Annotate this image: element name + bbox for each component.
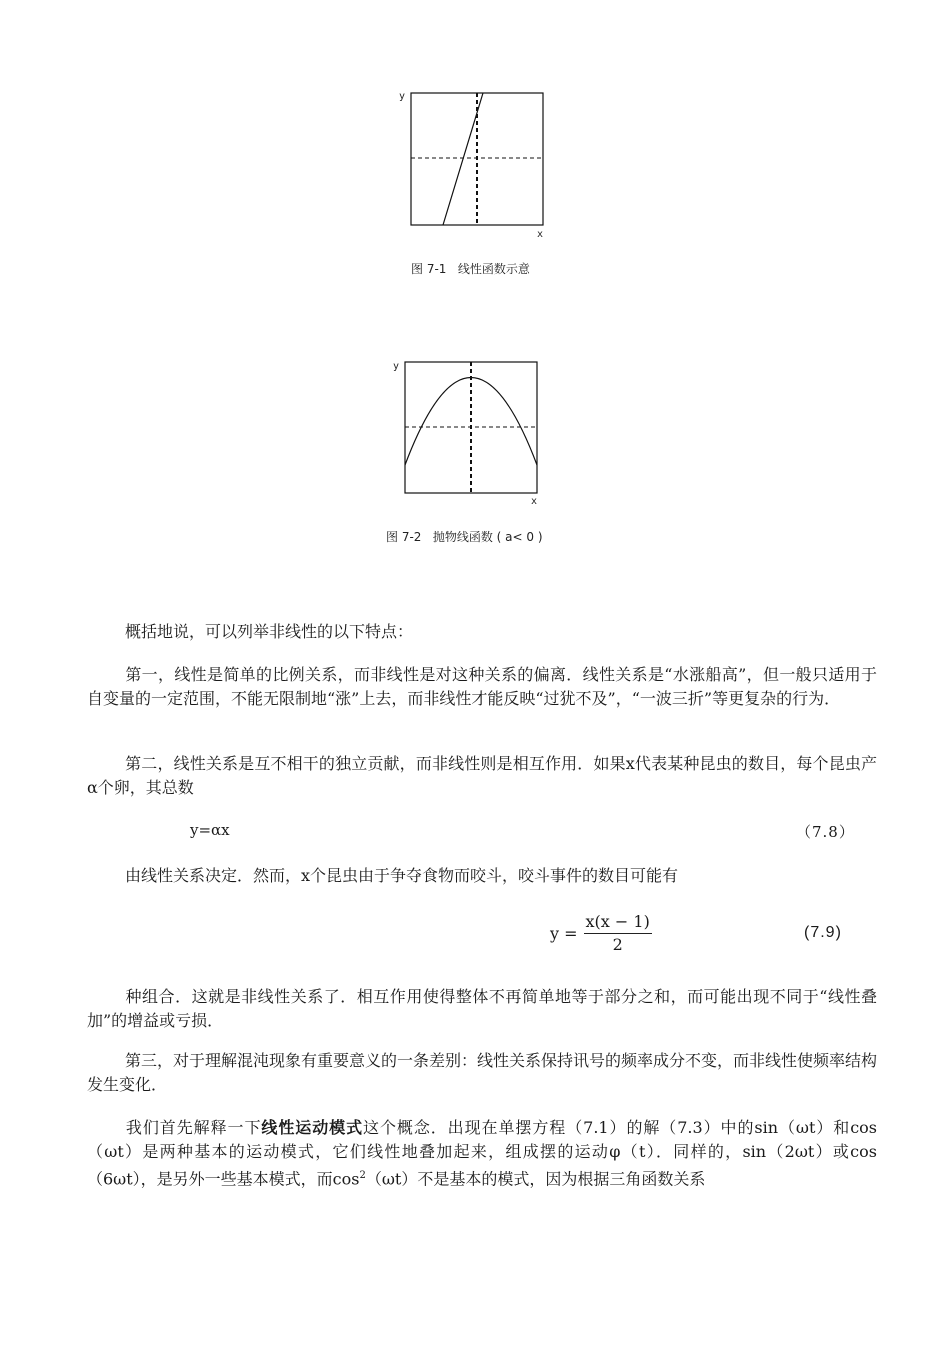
figure-caption: 图 7-1 线性函数示意	[411, 262, 530, 276]
bold-term: 线性运动模式	[261, 1118, 364, 1137]
superscript: 2	[359, 1170, 366, 1181]
paragraph-text: 第一，线性是简单的比例关系，而非线性是对这种关系的偏离．线性关系是“水涨船高”，但一般只适用于自变量的一定范围，不能无限制地“涨”上去，而非线性才能反映“过犹不及”，“一波三折”等更复杂的行为．	[87, 665, 877, 708]
paragraph-text: 由线性关系决定．然而，x个昆虫由于争夺食物而咬斗，咬斗事件的数目可能有	[125, 866, 679, 885]
paragraph-text: 概括地说，可以列举非线性的以下特点：	[125, 622, 414, 641]
equation-number-7-8: （7.8）	[796, 823, 855, 841]
equation-7-9	[550, 912, 652, 955]
paragraph-first-feature	[87, 663, 877, 711]
paragraph-text: 第二，线性关系是互不相干的独立贡献，而非线性则是相互作用．如果x代表某种昆虫的数目，每个昆虫产α个卵，其总数	[87, 754, 877, 797]
x-axis-label: x	[537, 229, 544, 240]
paragraph-second-feature	[87, 752, 877, 800]
paragraph-motion-modes	[87, 1116, 877, 1191]
paragraph-linear-relation	[87, 864, 877, 888]
x-axis-label: x	[531, 496, 538, 507]
y-axis-label: y	[393, 361, 400, 372]
paragraph-text: 这个概念．出现在单摆方程（7.1）的解（7.3）中的sin（ωt）和cos（ωt）是两种基本的运动模式，它们线性地叠加起来，组成摆的运动φ（t）．同样的，sin（2ωt）或cos（6ωt），是另外一些基本模式，而cos	[87, 1118, 877, 1189]
fraction-numerator: x(x − 1)	[584, 912, 652, 934]
fraction-denominator: 2	[612, 935, 623, 954]
paragraph-combination	[87, 985, 877, 1033]
equation-lhs: y =	[550, 924, 578, 943]
linear-function-plot	[395, 88, 555, 240]
paragraph-summary	[87, 620, 877, 644]
paragraph-text: 我们首先解释一下	[125, 1118, 262, 1137]
parabola-plot	[389, 355, 549, 507]
y-axis-label: y	[399, 91, 406, 102]
paragraph-third-feature	[87, 1049, 877, 1097]
paragraph-text: （ωt）不是基本的模式，因为根据三角函数关系	[365, 1169, 706, 1189]
figure-7-1	[395, 88, 555, 240]
figure-caption: 图 7-2 抛物线函数 ( a< 0 )	[386, 530, 543, 544]
equation-number-7-9: (7.9)	[804, 924, 842, 941]
paragraph-text: 第三，对于理解混沌现象有重要意义的一条差别：线性关系保持讯号的频率成分不变，而非线性使频率结构发生变化．	[87, 1051, 878, 1094]
fraction	[584, 912, 652, 955]
paragraph-text: 种组合．这就是非线性关系了．相互作用使得整体不再简单地等于部分之和，而可能出现不同于“线性叠加”的增益或亏损．	[87, 987, 877, 1030]
equation-7-8: y=αx	[190, 821, 230, 839]
figure-7-2	[389, 355, 549, 507]
